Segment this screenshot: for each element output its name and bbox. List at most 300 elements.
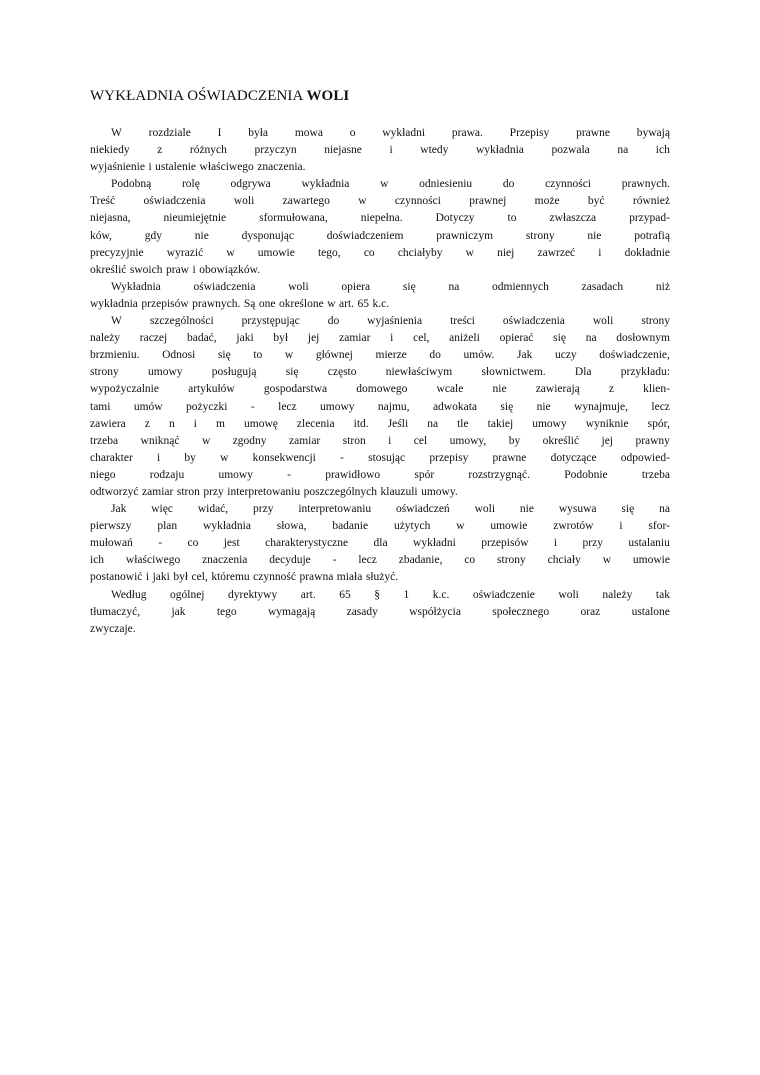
word: stosując xyxy=(368,451,406,464)
text-line xyxy=(90,210,670,227)
document-body xyxy=(90,125,670,638)
text-line xyxy=(90,245,670,262)
word: obowiązków. xyxy=(199,263,261,276)
word: użytych xyxy=(393,520,431,533)
word: któremu xyxy=(211,571,250,584)
word: w xyxy=(220,451,229,464)
word: w xyxy=(358,195,367,208)
word: wcale xyxy=(436,383,464,396)
word: pozwala xyxy=(551,144,590,157)
word: bywają xyxy=(636,127,670,139)
word: cel, xyxy=(191,571,208,584)
word: praw xyxy=(166,263,189,276)
word: widać, xyxy=(197,503,229,516)
word: z xyxy=(144,417,150,430)
word: strony xyxy=(525,229,555,242)
word: stron xyxy=(176,485,200,498)
word: prawnych. xyxy=(621,178,670,191)
word: zbadanie, xyxy=(398,554,443,567)
word: 65 xyxy=(339,588,351,601)
word: lecz xyxy=(651,400,670,413)
word: o xyxy=(349,127,356,139)
word: co xyxy=(187,537,199,550)
word: klauzuli xyxy=(380,485,418,498)
word: rozdziale xyxy=(148,127,191,139)
word: Jeśli xyxy=(387,417,409,430)
title-bold: WOLI xyxy=(306,88,350,104)
text-line xyxy=(90,552,670,569)
word: przy xyxy=(203,485,224,498)
title-regular: WYKŁADNIA OŚWIADCZENIA xyxy=(90,88,303,104)
word: - xyxy=(250,400,255,413)
word: adwokata xyxy=(432,400,478,413)
word: pożyczki xyxy=(185,400,228,413)
word: Jak xyxy=(111,503,127,516)
word: Podobnie xyxy=(564,468,608,481)
word: oświadczenia xyxy=(502,315,565,328)
word: prawnej xyxy=(469,195,507,208)
word: lecz xyxy=(278,400,297,413)
word: doświadczenie, xyxy=(599,349,670,362)
word: wykładnia xyxy=(90,297,138,310)
word: ich xyxy=(655,144,670,157)
word: z xyxy=(157,144,163,157)
word: by xyxy=(508,434,521,447)
word: klien- xyxy=(643,383,670,396)
word: wymagają xyxy=(268,605,316,618)
word: głównej xyxy=(315,349,353,362)
word: różnych xyxy=(189,144,227,157)
word: współżycia xyxy=(409,605,461,618)
word: prawnych. xyxy=(192,297,241,310)
word: i xyxy=(598,246,602,259)
text-line xyxy=(90,416,670,433)
word: i xyxy=(390,332,394,345)
text-line xyxy=(90,501,670,518)
word: przepisów xyxy=(481,537,529,550)
word: być xyxy=(587,195,605,208)
word: odtworzyć xyxy=(90,485,139,498)
text-line xyxy=(90,228,670,245)
word: one xyxy=(258,297,276,310)
word: tami xyxy=(90,400,111,413)
word: i xyxy=(156,451,161,464)
word: aniżeli xyxy=(449,332,480,345)
word: niewłaściwym xyxy=(385,366,453,379)
word: zlecenia xyxy=(296,417,335,430)
word: m xyxy=(216,417,225,430)
word: określić xyxy=(542,434,580,447)
word: tłumaczyć, xyxy=(90,605,141,618)
word: jaki xyxy=(152,571,170,584)
word: art. xyxy=(339,297,355,310)
word: się xyxy=(402,280,416,293)
word: jaki xyxy=(236,332,254,345)
word: trzeba xyxy=(641,468,670,481)
word: na xyxy=(659,503,670,516)
word: odgrywa xyxy=(230,178,271,191)
word: właściwego xyxy=(199,161,254,174)
word: wykładnia xyxy=(475,144,524,157)
word: potrafią xyxy=(634,229,670,242)
word: prawniczym xyxy=(436,229,494,242)
word: oświadczenia xyxy=(193,280,256,293)
word: prawidłowo xyxy=(325,468,381,481)
word: woli xyxy=(592,315,614,328)
word: i xyxy=(148,161,152,174)
word: również xyxy=(632,195,670,208)
word: oraz xyxy=(580,605,601,618)
word: woli xyxy=(288,280,309,293)
word: posługują xyxy=(211,366,257,379)
word: rozstrzygnąć. xyxy=(468,468,530,481)
word: ustalenie xyxy=(155,161,197,174)
word: niekiedy xyxy=(90,144,130,157)
word: raczej xyxy=(139,332,168,345)
word: sfor- xyxy=(648,520,670,533)
word: na xyxy=(585,332,597,345)
word: przy xyxy=(582,537,603,550)
word: n xyxy=(168,417,175,430)
word: zwyczaje. xyxy=(90,622,136,635)
word: w xyxy=(284,349,294,362)
word: zasadach xyxy=(581,280,624,293)
document-title xyxy=(90,88,670,105)
word: badać, xyxy=(186,332,217,345)
word: itd. xyxy=(353,417,369,430)
word: k.c. xyxy=(432,588,450,601)
word: zasady xyxy=(346,605,378,618)
word: i xyxy=(193,417,197,430)
word: oświadczenie xyxy=(472,588,535,601)
word: wykładnia xyxy=(203,520,251,533)
word: sformułowana, xyxy=(259,212,328,225)
word: w xyxy=(327,297,336,310)
text-line xyxy=(90,569,670,586)
word: Odnosi xyxy=(162,349,196,362)
word: umowy xyxy=(320,400,355,413)
word: Przepisy xyxy=(509,127,550,139)
word: zwrotów xyxy=(553,520,594,533)
word: prawne xyxy=(492,451,527,464)
word: mowa xyxy=(294,127,323,139)
word: miała xyxy=(336,571,363,584)
word: jej xyxy=(601,434,613,447)
word: ków, xyxy=(90,229,112,242)
word: umowie xyxy=(632,554,670,567)
word: na xyxy=(617,144,629,157)
word: się xyxy=(217,349,231,362)
word: Są xyxy=(243,297,256,310)
word: umowie xyxy=(490,520,528,533)
word: się xyxy=(621,503,635,516)
word: wyjaśnienia xyxy=(367,315,423,328)
word: niepełna. xyxy=(360,212,403,225)
text-line xyxy=(90,399,670,416)
word: przepisy xyxy=(429,451,469,464)
word: określone xyxy=(279,297,324,310)
word: § xyxy=(374,588,381,601)
word: woli xyxy=(233,195,255,208)
text-line xyxy=(90,159,670,176)
word: umów. xyxy=(463,349,495,362)
text-line xyxy=(90,604,670,621)
word: społecznego xyxy=(492,605,550,618)
word: cel xyxy=(413,434,428,447)
word: spór, xyxy=(647,417,670,430)
word: na xyxy=(427,417,439,430)
word: umowy xyxy=(148,366,183,379)
word: charakter xyxy=(90,451,133,464)
word: w xyxy=(226,246,235,259)
word: tle xyxy=(457,417,469,430)
text-line xyxy=(90,381,670,398)
word: z xyxy=(608,383,614,396)
word: mierze xyxy=(375,349,407,362)
word: określić xyxy=(90,263,127,276)
word: poszczególnych xyxy=(303,485,378,498)
word: jak xyxy=(171,605,186,618)
word: woli xyxy=(474,503,496,516)
word: odniesieniu xyxy=(419,178,473,191)
word: oświadczeń xyxy=(396,503,450,516)
word: uczy xyxy=(554,349,577,362)
word: dysponując xyxy=(241,229,294,242)
word: nie xyxy=(194,229,209,242)
word: i xyxy=(619,520,623,533)
word: przepisów xyxy=(141,297,189,310)
word: opiera xyxy=(341,280,371,293)
word: w xyxy=(602,554,612,567)
word: umowie xyxy=(257,246,295,259)
word: tego, xyxy=(317,246,341,259)
word: interpretowaniu xyxy=(227,485,301,498)
word: w xyxy=(465,246,474,259)
word: wysuwa xyxy=(558,503,597,516)
word: dosłownym xyxy=(616,332,670,345)
word: była xyxy=(248,127,269,139)
word: najmu, xyxy=(377,400,410,413)
word: Podobną xyxy=(111,178,152,191)
word: plan xyxy=(157,520,178,533)
word: W xyxy=(111,315,122,328)
word: często xyxy=(327,366,357,379)
word: jest xyxy=(223,537,240,550)
word: - xyxy=(158,537,163,550)
word: do xyxy=(502,178,515,191)
word: znaczenia xyxy=(202,554,248,567)
word: - xyxy=(332,554,337,567)
word: Według xyxy=(111,588,147,601)
word: dokładnie xyxy=(624,246,670,259)
word: ustalone xyxy=(631,605,670,618)
word: umowy xyxy=(532,417,567,430)
word: czynność xyxy=(253,571,296,584)
word: zawierają xyxy=(535,383,580,396)
word: co xyxy=(464,554,476,567)
word: k.c. xyxy=(372,297,390,310)
text-line xyxy=(90,313,670,330)
word: Treść xyxy=(90,195,116,208)
word: stron xyxy=(342,434,366,447)
word: dotyczące xyxy=(550,451,597,464)
text-line xyxy=(90,279,670,296)
word: znaczenia. xyxy=(257,161,306,174)
word: więc xyxy=(151,503,173,516)
word: wtedy xyxy=(420,144,449,157)
text-line xyxy=(90,193,670,210)
word: wykładni xyxy=(382,127,426,139)
word: niż xyxy=(655,280,670,293)
word: szczególności xyxy=(149,315,214,328)
word: zamiar xyxy=(288,434,321,447)
word: Dla xyxy=(574,366,592,379)
word: precyzyjnie xyxy=(90,246,144,259)
word: mułowań xyxy=(90,537,133,550)
word: niejasna, xyxy=(90,212,131,225)
word: zawrzeć xyxy=(537,246,576,259)
word: artykułów xyxy=(188,383,235,396)
word: 1 xyxy=(403,588,410,601)
word: zamiar xyxy=(142,485,174,498)
word: co xyxy=(363,246,375,259)
word: zwłaszcza xyxy=(549,212,597,225)
word: odmiennych xyxy=(492,280,549,293)
word: odpowied- xyxy=(620,451,670,464)
word: cel, xyxy=(413,332,430,345)
text-line xyxy=(90,125,670,142)
word: wyniknie xyxy=(585,417,629,430)
word: czynności xyxy=(545,178,592,191)
document-page xyxy=(90,88,670,638)
word: I xyxy=(217,127,222,139)
word: domowego xyxy=(356,383,408,396)
text-line xyxy=(90,364,670,381)
word: wyrazić xyxy=(166,246,204,259)
word: Dotyczy xyxy=(435,212,475,225)
word: i xyxy=(389,144,393,157)
word: w xyxy=(201,434,211,447)
word: wykładni xyxy=(413,537,456,550)
word: był xyxy=(173,571,189,584)
word: i xyxy=(388,434,392,447)
word: zamiar xyxy=(339,332,371,345)
word: wyjaśnienie xyxy=(90,161,145,174)
text-line xyxy=(90,433,670,450)
word: dla xyxy=(373,537,388,550)
text-line xyxy=(90,484,670,501)
word: oświadczenia xyxy=(143,195,206,208)
word: i xyxy=(145,571,150,584)
word: wynajmuje, xyxy=(574,400,629,413)
word: do xyxy=(327,315,340,328)
word: badanie xyxy=(332,520,369,533)
word: strony xyxy=(90,366,119,379)
word: przyczyn xyxy=(254,144,297,157)
word: do xyxy=(429,349,441,362)
word: ustalaniu xyxy=(628,537,670,550)
word: interpretowaniu xyxy=(298,503,372,516)
word: ich xyxy=(90,554,105,567)
word: prawne xyxy=(576,127,610,139)
text-line xyxy=(90,347,670,364)
text-line xyxy=(90,142,670,159)
word: opierać xyxy=(499,332,534,345)
word: umowę xyxy=(244,417,278,430)
word: - xyxy=(340,451,344,464)
word: rolę xyxy=(181,178,200,191)
word: umowy. xyxy=(421,485,458,498)
word: wniknąć xyxy=(140,434,180,447)
word: charakterystyczne xyxy=(265,537,349,550)
word: się xyxy=(553,332,566,345)
word: i xyxy=(553,537,558,550)
word: Jak xyxy=(517,349,533,362)
word: gospodarstwa xyxy=(263,383,328,396)
word: przy xyxy=(253,503,274,516)
word: prawna xyxy=(299,571,334,584)
word: chciały xyxy=(547,554,581,567)
word: słownictwem. xyxy=(481,366,546,379)
word: woli xyxy=(558,588,579,601)
word: należy xyxy=(90,332,121,345)
text-line xyxy=(90,330,670,347)
word: niejasne xyxy=(324,144,362,157)
word: lecz xyxy=(358,554,377,567)
word: tego xyxy=(216,605,237,618)
word: - xyxy=(287,468,291,481)
word: doświadczeniem xyxy=(326,229,404,242)
word: przykładu: xyxy=(620,366,670,379)
word: art. xyxy=(300,588,316,601)
word: zgodny xyxy=(232,434,267,447)
word: to xyxy=(253,349,263,362)
word: to xyxy=(507,212,517,225)
text-line xyxy=(90,262,670,279)
word: takiej xyxy=(487,417,514,430)
word: strony xyxy=(641,315,670,328)
text-line xyxy=(90,587,670,604)
text-line xyxy=(90,176,670,193)
word: się xyxy=(285,366,299,379)
word: wykładnia xyxy=(301,178,350,191)
word: czynności xyxy=(394,195,441,208)
word: nie xyxy=(536,400,551,413)
word: zawiera xyxy=(90,417,126,430)
word: chciałyby xyxy=(397,246,443,259)
word: niej xyxy=(497,246,515,259)
text-line xyxy=(90,296,670,313)
word: niego xyxy=(90,468,116,481)
word: gdy xyxy=(144,229,162,242)
word: umowy xyxy=(218,468,253,481)
text-line xyxy=(90,518,670,535)
word: postanowić xyxy=(90,571,143,584)
word: spór xyxy=(414,468,435,481)
word: przypad- xyxy=(629,212,670,225)
word: trzeba xyxy=(90,434,119,447)
word: 65 xyxy=(357,297,370,310)
word: umowy, xyxy=(449,434,487,447)
text-line xyxy=(90,621,670,638)
text-line xyxy=(90,450,670,467)
word: swoich xyxy=(129,263,163,276)
word: rodzaju xyxy=(149,468,185,481)
word: ogólnej xyxy=(170,588,205,601)
text-line xyxy=(90,467,670,484)
word: nie xyxy=(492,383,507,396)
word: zawartego xyxy=(282,195,330,208)
